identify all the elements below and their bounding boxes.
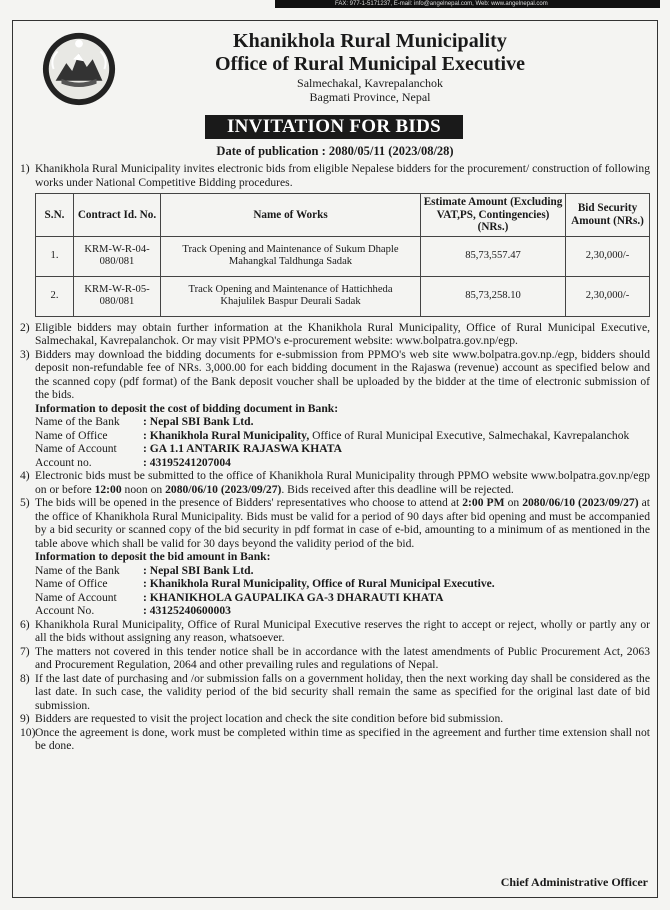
bank2-acno-row: Account No. : 43125240600003 [35,604,231,617]
bank2-bank-row: Name of the Bank : Nepal SBI Bank Ltd. [35,563,254,577]
paragraph-2: 2) Eligible bidders may obtain further information at the Khanikhola Rural Municipality, Office of Rural Municipal Executive, Salmechakal, Kavrepalanchok. Or may visit PPMO's e-procurement website: www.bolpatra.gov.np/egp. [20,320,650,347]
works-table [35,193,650,317]
cell-sn: 1. [36,236,74,276]
address-line-1: Salmechakal, Kavrepalanchok [297,76,443,90]
bank1-acno-row: Account no. : 43195241207004 [35,455,231,469]
top-strip: FAX: 977-1-5171237, E-mail: info@angelnepal.com, Web: www.angelnepal.com [275,0,660,8]
bank-info-heading-1: Information to deposit the cost of bidding document in Bank: [35,401,339,415]
cell-contract-id: KRM-W-R-04-080/081 [74,236,161,276]
paragraph-10: 10) Once the agreement is done, work must be completed within time as specified in the agreement and further time extension shall not be done. [20,725,650,752]
cell-contract-id: KRM-W-R-05-080/081 [74,276,161,316]
table-row [36,276,650,316]
notice-title: INVITATION FOR BIDS [205,115,463,139]
address-line-2: Bagmati Province, Nepal [309,90,431,104]
office-name: Office of Rural Municipal Executive [215,53,525,75]
bank1-office-row: Name of Office : Khanikhola Rural Municipality, Office of Rural Municipal Executive, Salmechakal, Kavrepalanchok [35,428,630,442]
cell-security: 2,30,000/- [566,276,650,316]
table-header-row [36,194,650,237]
paragraph-1: 1) Khanikhola Rural Municipality invites electronic bids from eligible Nepalese bidders for the procurement/ construction of following works under National Competitive Bidding procedures. [20,162,650,189]
cell-estimate: 85,73,258.10 [421,276,566,316]
municipality-name: Khanikhola Rural Municipality [232,30,508,52]
cell-security: 2,30,000/- [566,236,650,276]
bank-info-heading-2: Information to deposit the bid amount in Bank: [35,550,271,563]
signature: Chief Administrative Officer [500,875,648,889]
cell-work-name: Track Opening and Maintenance of Hattichheda Khajulilek Baspur Deurali Sadak [161,276,421,316]
publication-date: Date of publication : 2080/05/11 (2023/08/28) [216,144,454,158]
bank1-account-row: Name of Account : GA 1.1 ANTARIK RAJASWA KHATA [35,442,343,455]
col-bid-security: Bid Security Amount (NRs.) [566,194,650,237]
paragraph-6: 6) Khanikhola Rural Municipality, Office of Rural Municipal Executive reserves the right to accept or reject, wholly or partly any or all the bids without assigning any reason, whatsoever. [20,617,650,644]
nepal-emblem-icon [40,30,118,108]
paragraph-9: 9) Bidders are requested to visit the project location and check the site condition before bid submission. [20,712,504,725]
paragraph-8: 8) If the last date of purchasing and /or submission falls on a government holiday, then the next working day shall be considered as the last date. In such case, the validity period of the bid security shall remain the same as specified for the original last date of bid submission. [20,671,650,712]
col-name-of-works: Name of Works [161,194,421,237]
col-estimate-amount: Estimate Amount (Excluding VAT,PS, Contingencies) (NRs.) [421,194,566,237]
col-sn: S.N. [36,194,74,237]
cell-work-name: Track Opening and Maintenance of Sukum Dhaple Mahangkal Taldhunga Sadak [161,236,421,276]
table-row [36,236,650,276]
paragraph-4: 4) Electronic bids must be submitted to the office of Khanikhola Rural Municipality through PPMO website www.bolpatra.gov.np/egp on or before 12:00 noon on 2080/06/10 (2023/09/27). Bids received after this deadline will be rejected. [20,469,650,496]
bank2-office-row: Name of Office : Khanikhola Rural Municipality, Office of Rural Municipal Executive. [35,577,495,590]
paragraph-5: 5) The bids will be opened in the presence of Bidders' representatives who choose to attend at 2:00 PM on 2080/06/10 (2023/09/27) at the office of Khanikhola Rural Municipality. Bids must be valid for a period of 90 days after bid opening and must be accompanied by a bid security or scanned copy of the bid security in pdf format in case of e-bid, amounting to a minimum of as mentioned in the table above which shall be valid for 30 days beyond the validity period of the bid. [20,496,650,550]
header [140,30,600,104]
bank2-account-row: Name of Account : KHANIKHOLA GAUPALIKA GA-3 DHARAUTI KHATA [35,590,444,604]
notice-body [20,162,650,753]
bank1-bank-row: Name of the Bank : Nepal SBI Bank Ltd. [35,415,254,428]
cell-sn: 2. [36,276,74,316]
paragraph-7: 7) The matters not covered in this tender notice shall be in accordance with the latest amendments of Public Procurement Act, 2063 and Procurement Regulation, 2064 and other prevailing rules and regulations of Nepal. [20,644,650,671]
cell-estimate: 85,73,557.47 [421,236,566,276]
paragraph-3: 3) Bidders may download the bidding documents for e-submission from PPMO's web site www.bolpatra.gov.np./egp, bidders should deposit non-refundable fee of NRs. 3,000.00 for each bidding document in the Rajaswa (revenue) account as specified below and the scanned copy (pdf format) of the Bank deposit voucher shall be uploaded by the bidder at the time of electronic submission of the bids. [20,347,650,401]
col-contract-id: Contract Id. No. [74,194,161,237]
